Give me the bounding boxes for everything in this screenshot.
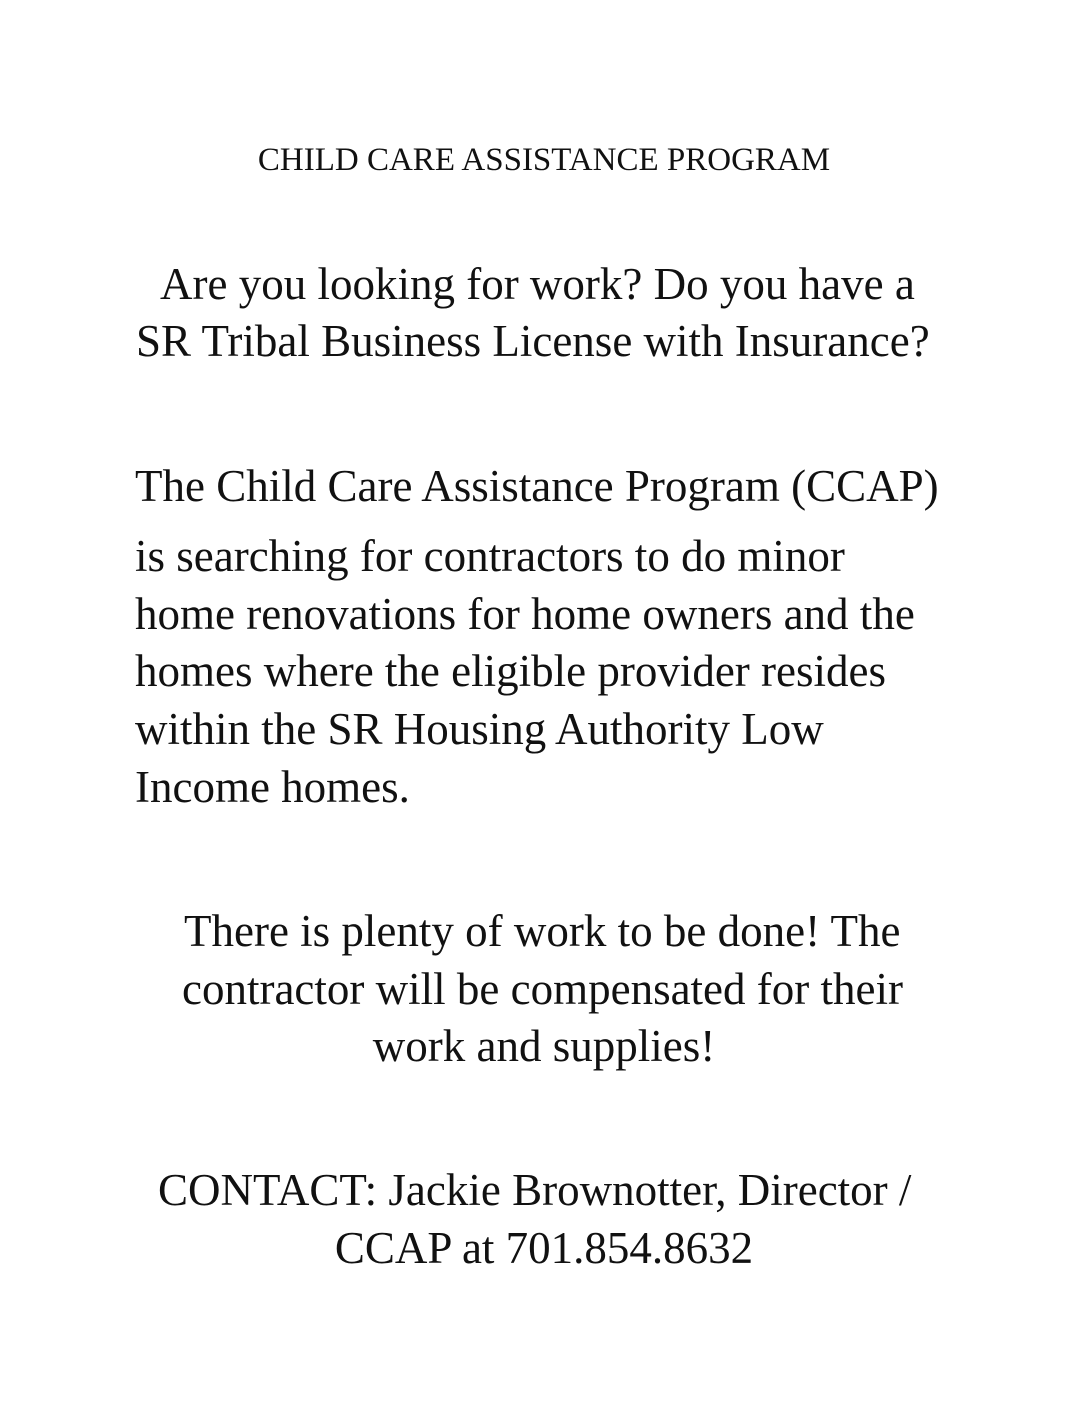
contact-line-1: CONTACT: Jackie Brownotter, Director / [158, 1165, 912, 1215]
question-line-2: SR Tribal Business License with Insurance? [136, 316, 930, 366]
paragraph-line-5: within the SR Housing Authority Low [135, 704, 824, 754]
paragraph-line-6: Income homes. [135, 762, 410, 812]
work-note-line-2: contractor will be compensated for their [182, 964, 903, 1014]
paragraph-line-1: The Child Care Assistance Program (CCAP) [135, 461, 939, 511]
question-line-1: Are you looking for work? Do you have a [160, 259, 915, 309]
paragraph-line-3: home renovations for home owners and the [135, 589, 915, 639]
paragraph-line-4: homes where the eligible provider resides [135, 646, 887, 696]
paragraph-line-2: is searching for contractors to do minor [135, 531, 845, 581]
work-note-line-1: There is plenty of work to be done! The [184, 906, 901, 956]
contact-line-2: CCAP at 701.854.8632 [334, 1223, 754, 1273]
work-note-line-3: work and supplies! [372, 1021, 716, 1071]
page-title: CHILD CARE ASSISTANCE PROGRAM [257, 142, 831, 178]
